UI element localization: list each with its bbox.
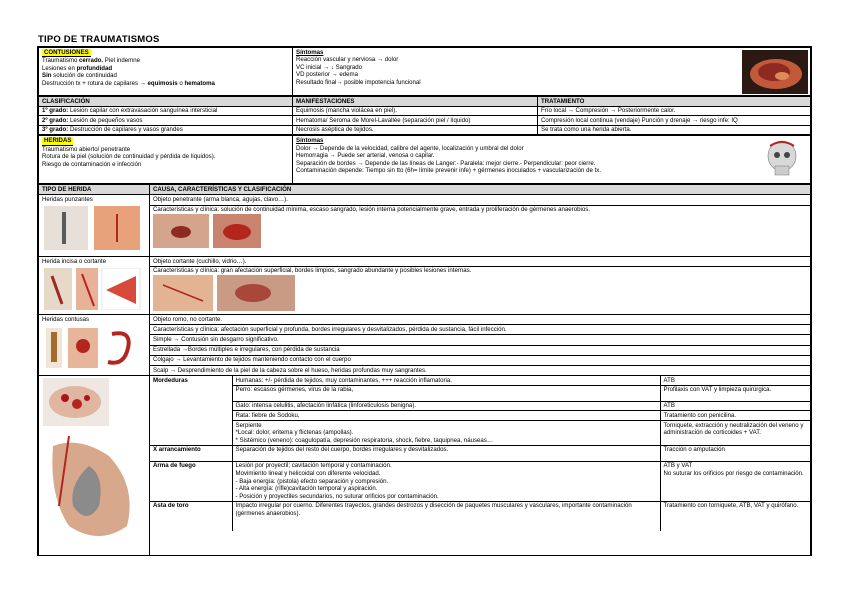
especial-desc: Separación de tejidos del resto del cuerpo, bordes irregulares y desvitalizados. — [232, 445, 660, 461]
heridas-sintomas-label: Síntomas — [296, 136, 324, 144]
sintoma-item: VC inicial → ↓ Sangrado — [296, 63, 363, 71]
tipo-herida-table — [38, 184, 811, 556]
contusa-subtipo: Scalp → Desprendimiento de la piel de la cabeza sobre el hueso, heridas profundas muy sangrantes. — [150, 366, 811, 376]
sintoma-item: Separación de bordes → Depende de las líneas de Langer:- Paralela: mejor cierre.- Perpendicular: peor cierre. — [296, 159, 596, 167]
contusa-subtipo: Simple → Contusión sin desgarro significativo. — [150, 335, 811, 345]
tipo-herida-header: TIPO DE HERIDA — [39, 185, 150, 195]
sintoma-item: Resultado final→ posible impotencia funcional — [296, 78, 421, 86]
sintoma-item: Dolor → Depende de la velocidad, calibre del agente, localización y umbral del dolor — [296, 144, 524, 152]
mordedura-trat: Torniquete, extracción y neutralización del veneno y administración de corticoides + VAT. — [660, 421, 810, 446]
contusiones-line: Destrucción tx + rotura de capilares → equimosis o hematoma — [42, 79, 215, 87]
contusiones-sintomas-label: Síntomas — [296, 48, 324, 56]
mordedura-desc: Humanas: +/- pérdida de tejidos, muy contaminantes, +++ reacción inflamatoria. — [232, 376, 660, 385]
manifestaciones-header: MANIFESTACIONES — [293, 97, 538, 107]
especial-tipo: X arrancamiento — [153, 446, 201, 454]
especial-trat: ATB y VAT No suturar los orificios por riesgo de contaminación. — [660, 461, 810, 501]
contusa-photos — [42, 326, 142, 372]
contusa-subtipo: Estrellada →Bordes múltiples e irregulares, con pérdida de sustancia — [150, 345, 811, 355]
causa-header: CAUSA, CARACTERÍSTICAS Y CLASIFICACIÓN — [150, 185, 811, 195]
punzante-photos — [42, 206, 142, 250]
especial-tipo: Arma de fuego — [153, 462, 196, 470]
incisa-objeto: Objeto cortante (cuchillo, vidrio…). — [150, 257, 811, 267]
mordedura-desc: Gato: intensa celulitis, afectación linfática (linforeticulosis benigna). — [232, 401, 660, 411]
especial-trat: Tratamiento con torniquete, ATB, VAT y quirófano. — [660, 501, 810, 531]
heridas-line: Rotura de la piel (solución de continuidad y pérdida de líquidos). — [42, 153, 216, 161]
especial-tipo: Asta de toro — [153, 502, 189, 510]
contusiones-line: Lesiones en profundidad — [42, 64, 113, 72]
sintoma-item: Hemorragia → Puede ser arterial, venosa o capilar. — [296, 152, 435, 160]
contusion-photo — [742, 50, 808, 94]
contusiones-table — [38, 47, 811, 96]
tipo-name: Heridas contusas — [42, 315, 90, 323]
clasificacion-header: CLASIFICACIÓN — [39, 97, 293, 107]
incisa-clinical-photos — [153, 275, 303, 311]
heridas-line: Riesgo de contaminación e infección — [42, 160, 142, 168]
tipo-name: Heridas punzantes — [42, 195, 93, 203]
heridas-table — [38, 135, 811, 184]
heridas-label: HERIDAS — [44, 136, 72, 144]
skull-wound-photo — [758, 138, 806, 182]
especial-tipo: Mordeduras — [153, 376, 188, 384]
tipo-name: Herida incisa o cortante — [42, 257, 107, 265]
especiales-table — [150, 376, 810, 531]
contusa-subtipo: Colgajo → Levantamiento de tejidos manteniendo contacto con el cuerpo — [150, 355, 811, 365]
sintoma-item: Reacción vascular y nerviosa → dolor — [296, 56, 399, 64]
contusiones-line: Sin solución de continuidad — [42, 72, 117, 80]
contusas-caracteristicas: Características y clínica: afectación superficial y profunda, bordes irregulares y desvitalizados, pérdida de sustancia, fácil infección. — [150, 325, 811, 335]
sintoma-item: Contaminación depende: Tiempo sin tto (6h= límite prevenir infe) + gérmenes inoculados + vascularización de tx. — [296, 167, 602, 175]
bite-wound-photos — [39, 376, 149, 554]
clasificacion-row: 2º grado: Lesión de pequeños vasos Hematoma/ Seroma de Morel-Lavallée (separación piel / líquido) Compresión local continua (vendaje) Punción y drenaje → riesgo infe: IQ — [39, 116, 811, 126]
mordedura-desc: Rata: fiebre de Sodoku, — [232, 411, 660, 421]
punzante-clinical-photos — [153, 214, 283, 248]
mordedura-trat: Profilaxis con VAT y limpieza quirúrgica. — [660, 385, 810, 401]
clasificacion-table — [38, 96, 811, 135]
contusas-objeto: Objeto romo, no cortante. — [150, 315, 811, 325]
contusiones-line: Traumatismo cerrado. Piel indemne — [42, 57, 141, 65]
incisa-photos — [42, 268, 142, 310]
heridas-line: Traumatismo abierto/ penetrante — [42, 145, 131, 153]
document-frame — [37, 46, 812, 556]
punzantes-caracteristicas: Características y clínica: solución de continuidad mínima, escaso sangrado, lesión interna potencialmente grave, entrada y proliferación de gérmenes anaerobios. — [153, 206, 590, 214]
clasificacion-row: 1º grado: Lesión capilar con extravasación sanguínea intersticial Equimosis (mancha violácea en piel). Frío local → Compresión → Posteriormente calor. — [39, 106, 811, 116]
mordedura-trat: ATB — [660, 401, 810, 411]
clasificacion-row: 3º grado: Destrucción de capilares y vasos grandes Necrosis aséptica de tejidos. Se trata como una herida abierta. — [39, 125, 811, 135]
page-title: TIPO DE TRAUMATISMOS — [38, 34, 160, 45]
punzantes-objeto: Objeto penetrante (arma blanca, agujas, clavo…). — [150, 195, 811, 206]
contusiones-label: CONTUSIONES — [44, 48, 89, 56]
tratamiento-header: TRATAMIENTO — [538, 97, 811, 107]
mordedura-desc: Perro: escasos gérmenes, virus de la rabia, — [232, 385, 660, 401]
mordedura-desc: Serpiente *Local: dolor, eritema y flictenas (ampollas). * Sistémico (veneno): coagulopatía, depresión respiratoria, shock, fiebre, taquipnea, náuseas… — [232, 421, 660, 446]
mordedura-trat: Tratamiento con penicilina. — [660, 411, 810, 421]
especial-trat: Tracción o amputación — [660, 445, 810, 461]
especial-desc: Lesión por proyectil; cavitación temporal y contaminación. Movimiento lineal y helicoidal con diferente velocidad. - Baja energía: (pistola) efecto separación y compresión. - Alta energía: (rifle)cavitación temporal y aspiración. - Posición y proyectiles secundarios, no suturar orificios por contaminación. — [232, 461, 660, 501]
sintoma-item: VD posterior → edema — [296, 71, 358, 79]
incisa-caracteristicas: Características y clínica: gran afectación superficial, bordes limpios, sangrado abundante y posibles lesiones internas. — [153, 267, 472, 275]
especial-desc: Impacto irregular por cuerno. Diferentes trayectos, grandes destrozos y disección de paquetes musculares y vasculares, importante contaminación (gérmenes anaerobios). — [232, 501, 660, 531]
mordedura-trat: ATB — [660, 376, 810, 385]
